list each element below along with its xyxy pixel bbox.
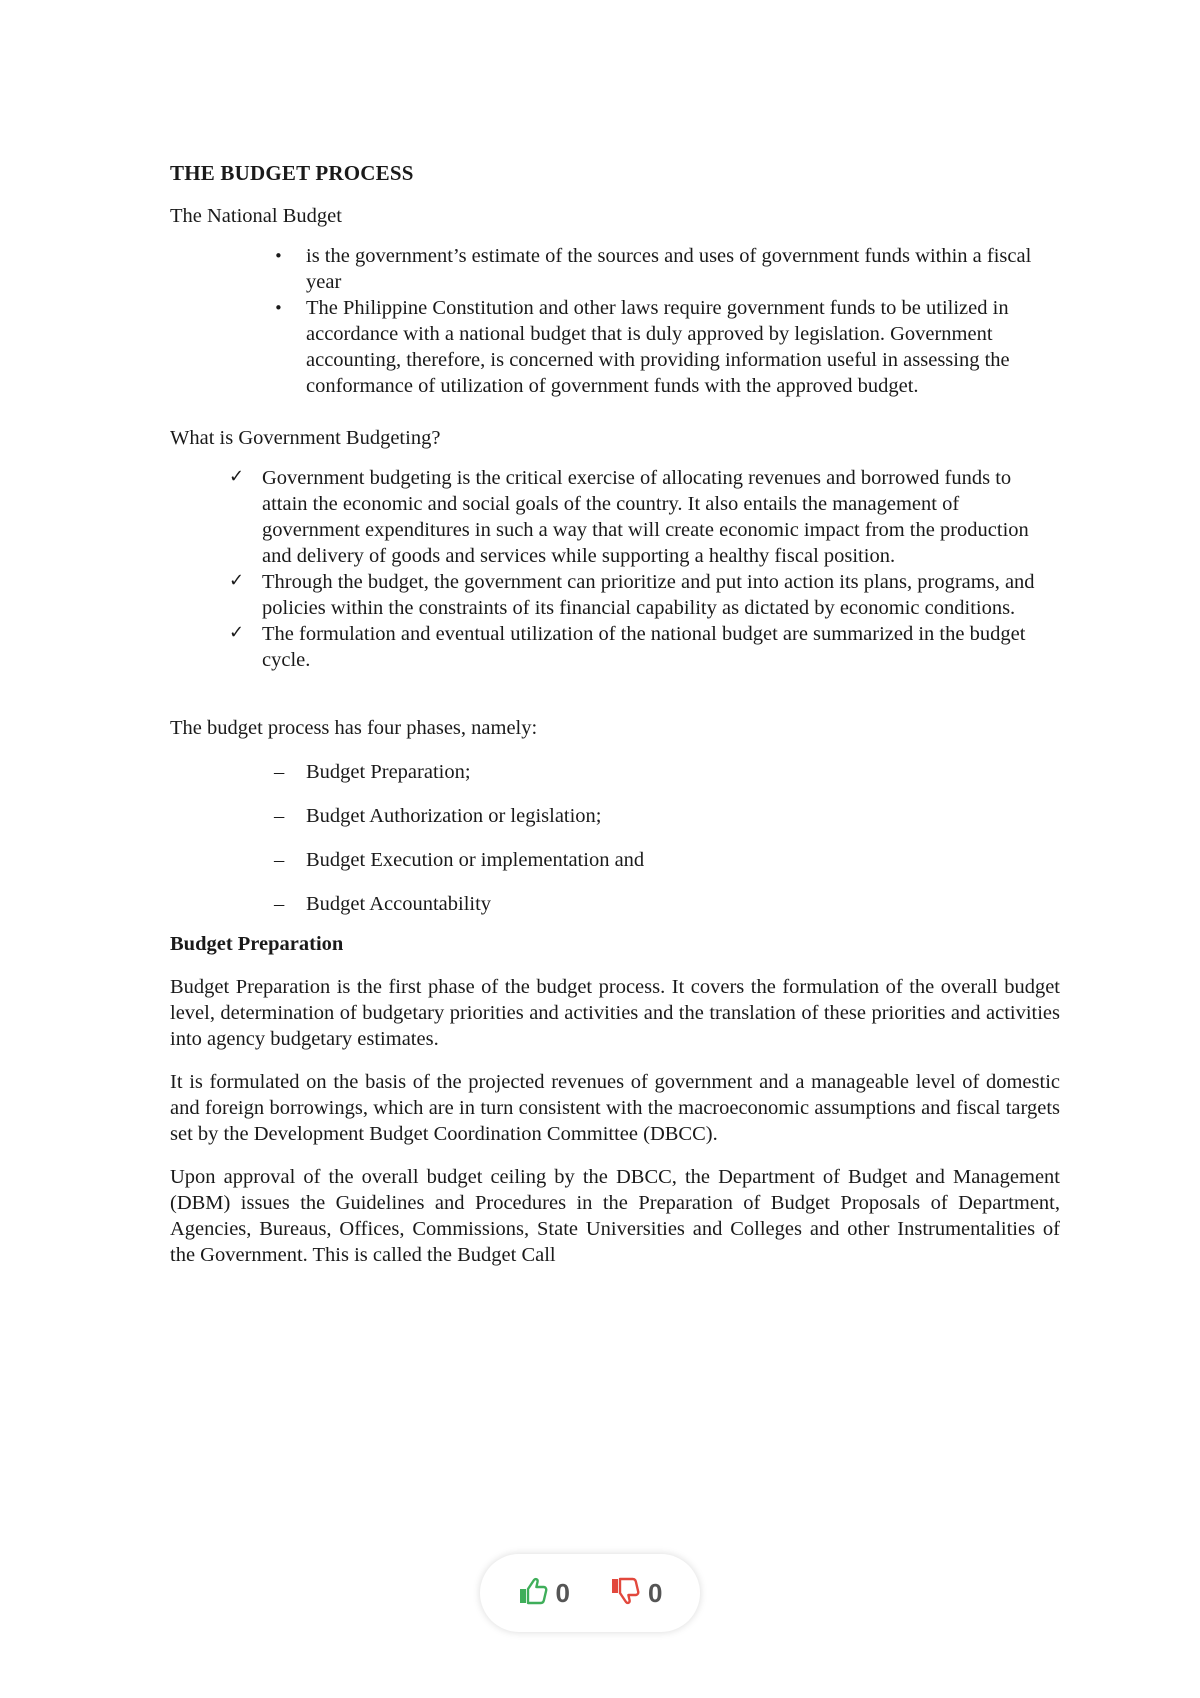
dash-marker: – — [274, 805, 285, 827]
list-item — [274, 891, 1060, 917]
document-page — [170, 160, 1060, 1285]
list-item-text: Through the budget, the government can prioritize and put into action its plans, programs, and policies within the constraints of its financial capability as dictated by economic conditions. — [262, 571, 1035, 619]
list-item-text: Budget Accountability — [306, 893, 492, 915]
like-button[interactable] — [518, 1577, 570, 1610]
thumbs-down-icon — [610, 1577, 640, 1610]
bullet-marker: • — [274, 247, 283, 265]
thumbs-up-icon — [518, 1577, 548, 1610]
preparation-heading: Budget Preparation — [170, 933, 344, 955]
checkmark-icon: ✓ — [229, 466, 245, 487]
list-item — [274, 803, 1060, 829]
preparation-paragraph: Budget Preparation is the first phase of the budget process. It covers the formulation of the overall budget level, determination of budgetary priorities and activities and the translation of these priorities and activities into agency budgetary estimates. — [170, 976, 1060, 1050]
list-item — [229, 621, 1060, 673]
dash-marker: – — [274, 893, 285, 915]
budgeting-check-list — [170, 465, 1060, 673]
like-count: 0 — [555, 1577, 570, 1608]
preparation-paragraph: Upon approval of the overall budget ceiling by the DBCC, the Department of Budget and Management (DBM) issues the Guidelines and Procedures in the Preparation of Budget Proposals of Department, Agencies, Bureaus, Offices, Commissions, State Universities and Colleges and other Instrumentalities of the Government. This is called the Budget Call — [170, 1166, 1060, 1266]
list-item-text: Budget Execution or implementation and — [306, 849, 645, 871]
checkmark-icon: ✓ — [229, 622, 245, 643]
phases-list — [170, 759, 1060, 917]
list-item — [274, 759, 1060, 785]
dislike-button[interactable] — [610, 1577, 662, 1610]
vote-bar — [480, 1554, 700, 1632]
phases-intro: The budget process has four phases, namely: — [170, 717, 538, 739]
dislike-count: 0 — [648, 1577, 663, 1608]
list-item — [229, 569, 1060, 621]
preparation-paragraph: It is formulated on the basis of the projected revenues of government and a manageable level of domestic and foreign borrowings, which are in turn consistent with the macroeconomic assumptions and fiscal targets set by the Development Budget Coordination Committee (DBCC). — [170, 1071, 1060, 1145]
list-item — [229, 465, 1060, 569]
dash-marker: – — [274, 761, 285, 783]
document-title: THE BUDGET PROCESS — [170, 161, 414, 185]
dash-marker: – — [274, 849, 285, 871]
list-item-text: is the government’s estimate of the sources and uses of government funds within a fiscal year — [306, 245, 1032, 293]
national-budget-bullet-list — [170, 243, 1060, 399]
list-item-text: Budget Authorization or legislation; — [306, 805, 602, 827]
list-item — [274, 847, 1060, 873]
list-item-text: The formulation and eventual utilization of the national budget are summarized in the budget cycle. — [262, 623, 1026, 671]
list-item-text: The Philippine Constitution and other laws require government funds to be utilized in accordance with a national budget that is duly approved by legislation. Government accounting, therefore, is concerned with providing information useful in assessing the conformance of utilization of government funds with the approved budget. — [306, 297, 1010, 397]
list-item — [274, 243, 1060, 295]
checkmark-icon: ✓ — [229, 570, 245, 591]
list-item — [274, 295, 1060, 399]
list-item-text: Government budgeting is the critical exercise of allocating revenues and borrowed funds to attain the economic and social goals of the country. It also entails the management of government expenditures in such a way that will create economic impact from the production and delivery of goods and services while supporting a healthy fiscal position. — [262, 467, 1029, 567]
national-budget-heading: The National Budget — [170, 205, 342, 227]
bullet-marker: • — [274, 299, 283, 317]
list-item-text: Budget Preparation; — [306, 761, 471, 783]
budgeting-question: What is Government Budgeting? — [170, 427, 441, 449]
